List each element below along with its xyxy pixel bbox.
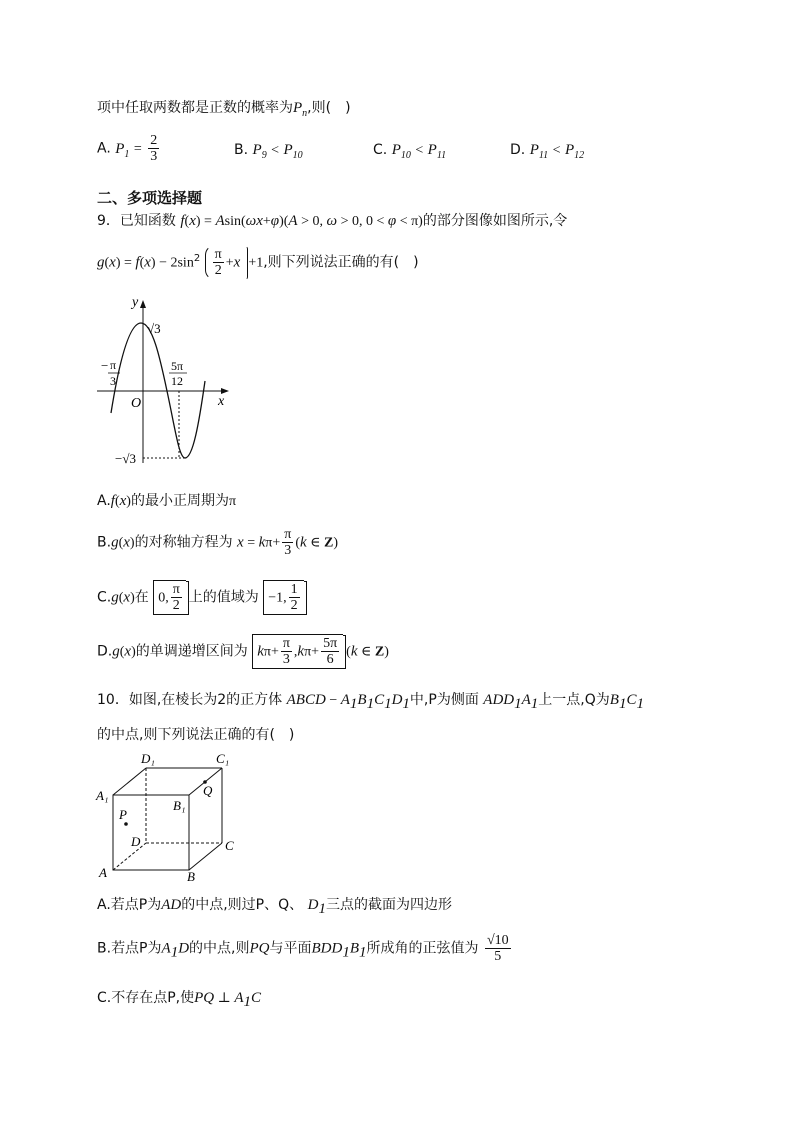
option-letter: B. — [97, 534, 112, 551]
option-letter: C. — [97, 990, 112, 1006]
q10-option-b-t1: 若点P为 — [111, 940, 162, 957]
q10-line1c: 上一点,Q为 — [538, 692, 610, 708]
q9-option-c-t1: 在 — [134, 589, 149, 606]
q9-stem-b: 的部分图像如图所示,令 — [422, 213, 568, 229]
q10-stem-line2 — [97, 724, 294, 744]
label-b: B — [187, 869, 195, 882]
left-zero-num: π — [110, 358, 117, 372]
label-a1: A₁ — [96, 788, 109, 803]
option-letter: D. — [510, 142, 526, 158]
y-axis-arrow — [140, 300, 146, 308]
option-letter: B. — [234, 142, 249, 158]
q10-option-a: A.若点P为AD的中点,则过P、Q、 $D_1$三点的截面为四边形 — [97, 897, 452, 917]
section-title: 二、多项选择题 — [97, 189, 203, 207]
q9-stem-c: ,则下列说法正确的有( ) — [263, 254, 419, 271]
q8-option-a: A. $P_1$ = $\frac{2}{3}$ — [97, 133, 158, 164]
q10-option-b: B.若点P为$A_1D$的中点,则PQ与平面$BDD_1B_1$所成角的正弦值为 $\frac{√10}{5}$ — [97, 933, 509, 964]
label-c: C — [225, 838, 234, 853]
origin-label: O — [131, 396, 142, 411]
option-letter: A. — [97, 493, 111, 509]
label-b1: B₁ — [173, 798, 186, 813]
option-letter: A. — [97, 140, 111, 157]
q9-stem-a: 已知函数 — [119, 213, 176, 229]
q9-option-a-text: 的最小正周期为 — [130, 493, 229, 509]
min-label: −√3 — [115, 451, 136, 466]
left-zero-label: − — [101, 358, 109, 373]
cube-figure — [93, 752, 243, 882]
q10-option-a-t3: 三点的截面为四边形 — [325, 897, 452, 913]
label-c1: C₁ — [216, 752, 230, 766]
q10-line2: 的中点,则下列说法正确的有( ) — [97, 727, 295, 743]
q10-option-c-t1: 不存在点P,使 — [111, 990, 195, 1006]
q9-option-d-text: 的单调递增区间为 — [135, 643, 248, 660]
q9-number: 9． — [97, 213, 120, 229]
edge-b-c — [189, 843, 222, 870]
q10-stem-line1: 10．如图,在棱长为2的正方体 ABCD − $A_1B_1C_1D_1$中,P为侧面 $ADD_1A_1$上一点,Q为$B_1C_1$ — [97, 692, 644, 712]
q8-option-c: C. $P_{10} < P_{11}$ — [373, 142, 447, 161]
label-a: A — [99, 865, 107, 880]
option-letter: A. — [97, 897, 111, 913]
q10-option-c: C.不存在点P,使PQ ⊥ $A_1C$ — [97, 990, 261, 1010]
option-letter: D. — [97, 643, 113, 660]
q10-option-a-t1: 若点P为 — [110, 897, 162, 913]
q10-line1b: 中,P为侧面 — [409, 692, 479, 708]
q8-option-d: D. $P_{11} < P_{12}$ — [510, 142, 585, 161]
option-letter: C. — [97, 589, 112, 606]
right-tick-den: 12 — [171, 374, 183, 388]
option-letter: B. — [97, 940, 112, 957]
q10-number: 10． — [97, 692, 129, 708]
q9-option-b-text: 的对称轴方程为 — [134, 534, 233, 551]
q8-stem-text: 项中任取两数都是正数的概率为 — [97, 100, 293, 116]
q8-option-b: B. $P_9 < P_{10}$ — [234, 142, 303, 161]
q10-option-b-t4: 所成角的正弦值为 — [366, 940, 479, 957]
max-label: √3 — [147, 321, 161, 336]
label-q: Q — [203, 783, 213, 798]
q10-option-a-t2: 的中点,则过P、Q、 — [181, 897, 304, 913]
q9-option-c-t2: 上的值域为 — [188, 589, 259, 606]
q9-option-a: A.f(x)的最小正周期为π — [97, 493, 237, 509]
x-axis-label: x — [218, 394, 225, 409]
q9-option-c: C.g(x)在 0, $\frac{\pi}{2}$ 上的值域为 −1, $\frac{1}{2}$ — [97, 580, 307, 615]
q9-stem-line2: $g(x) = f(x) - 2\sin^2$ $\frac{\pi}{2}$ +x +1,则下列说法正确的有( ) — [97, 247, 419, 278]
q10-option-b-t2: 的中点,则 — [189, 940, 250, 957]
y-axis-label: y — [132, 295, 139, 310]
q8-stem-end: ,则( ) — [307, 100, 351, 116]
label-d: D — [131, 834, 141, 849]
right-tick-num: 5π — [171, 359, 184, 373]
label-p: P — [119, 807, 127, 822]
q9-option-d: D.g(x)的单调递增区间为 kπ+ $\frac{\pi}{3}$ ,kπ+ $\frac{5\pi}{6}$ (k ∈ Z) — [97, 636, 389, 667]
hidden-edge-a-d — [113, 843, 146, 870]
q9-stem-line1: 9．已知函数 f(x) = Asin(ωx+φ)(A > 0, ω > 0, 0 < φ < π)的部分图像如图所示,令 — [97, 213, 568, 229]
q8-stem: 项中任取两数都是正数的概率为$P_n$,则( ) — [97, 100, 351, 119]
option-letter: C. — [373, 142, 388, 158]
edge-a1-d1 — [113, 768, 146, 795]
left-zero-den: 3 — [110, 374, 116, 388]
sine-graph — [95, 293, 235, 473]
q10-line1: 如图,在棱长为2的正方体 — [128, 692, 283, 708]
q9-option-b: B.g(x)的对称轴方程为 x = kπ+ $\frac{\pi}{3}$ (k ∈ Z) — [97, 527, 339, 558]
q10-option-b-t3: 与平面 — [269, 940, 312, 957]
point-p — [124, 822, 128, 826]
label-d1: D₁ — [141, 752, 155, 766]
